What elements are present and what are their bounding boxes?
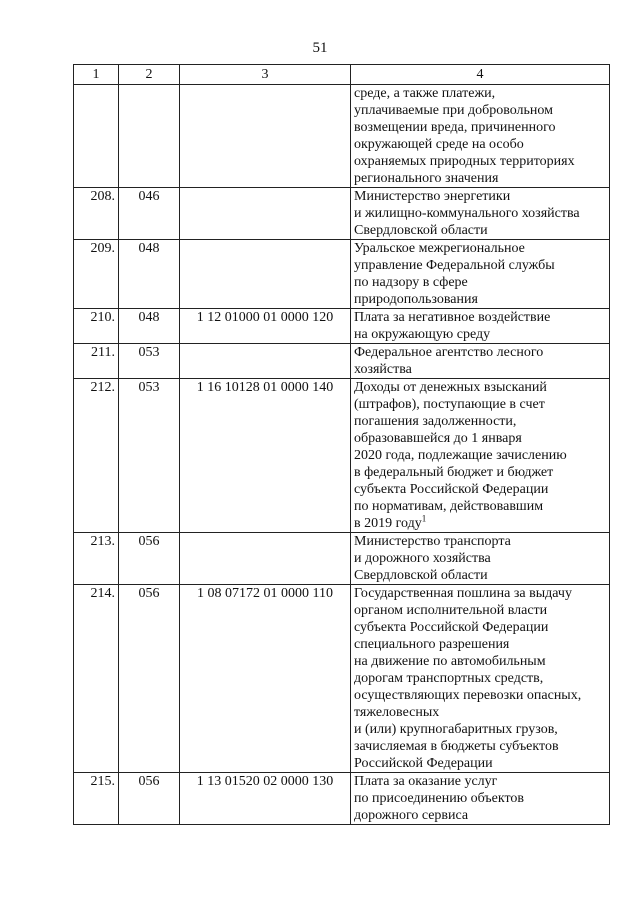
description-line: (штрафов), поступающие в счет (354, 397, 545, 412)
description-line: органом исполнительной власти (354, 603, 548, 618)
kbk-code-cell: 1 12 01000 01 0000 120 (180, 309, 351, 344)
description-line: зачисляемая в бюджеты субъектов (354, 739, 559, 754)
description-line: управление Федеральной службы (354, 258, 555, 273)
description-line: Свердловской области (354, 223, 488, 238)
kbk-code-cell (180, 188, 351, 240)
column-header-3: 3 (180, 65, 351, 85)
table-row (74, 309, 610, 344)
column-header-4: 4 (351, 65, 610, 85)
description-line: среде, а также платежи, (354, 86, 496, 101)
page-number: 51 (312, 40, 328, 56)
description-line: на окружающую среду (354, 327, 491, 342)
description-cell (351, 344, 610, 379)
description-line: образовавшейся до 1 января (354, 431, 522, 446)
row-number-cell (74, 85, 119, 188)
admin-code-cell: 048 (119, 240, 180, 309)
table-row (74, 188, 610, 240)
admin-code-cell: 056 (119, 773, 180, 825)
row-number-cell: 212. (74, 379, 119, 533)
row-number-cell: 214. (74, 585, 119, 773)
description-line: субъекта Российской Федерации (354, 482, 549, 497)
description-line: окружающей среде на особо (354, 137, 524, 152)
kbk-code-cell (180, 533, 351, 585)
table-row (74, 344, 610, 379)
admin-code-cell: 056 (119, 533, 180, 585)
description-line: и жилищно-коммунального хозяйства (354, 206, 580, 221)
row-number-cell: 213. (74, 533, 119, 585)
description-line: уплачиваемые при добровольном (354, 103, 554, 118)
admin-code-cell: 056 (119, 585, 180, 773)
description-line: на движение по автомобильным (354, 654, 546, 669)
kbk-code-cell: 1 08 07172 01 0000 110 (180, 585, 351, 773)
description-cell (351, 309, 610, 344)
description-line: Государственная пошлина за выдачу (354, 586, 572, 601)
description-line: и дорожного хозяйства (354, 551, 491, 566)
description-cell (351, 585, 610, 773)
description-line: охраняемых природных территориях (354, 154, 575, 169)
table-body (74, 85, 610, 825)
description-line: дорожного сервиса (354, 808, 469, 823)
description-line: Свердловской области (354, 568, 488, 583)
admin-code-cell: 046 (119, 188, 180, 240)
admin-code-cell (119, 85, 180, 188)
description-line: Министерство транспорта (354, 534, 511, 549)
table-row (74, 379, 610, 533)
description-line: возмещении вреда, причиненного (354, 120, 556, 135)
description-line: Доходы от денежных взысканий (354, 380, 547, 395)
column-header-1: 1 (74, 65, 119, 85)
table-row (74, 585, 610, 773)
description-cell (351, 379, 610, 533)
description-line: Плата за негативное воздействие (354, 310, 551, 325)
table-row (74, 773, 610, 825)
row-number-cell: 209. (74, 240, 119, 309)
description-line: 2020 года, подлежащие зачислению (354, 448, 567, 463)
description-line: осуществляющих перевозки опасных, (354, 688, 582, 703)
description-line: по присоединению объектов (354, 791, 525, 806)
description-line-text: в 2019 году (354, 516, 422, 531)
kbk-code-cell (180, 240, 351, 309)
footnote-marker: 1 (421, 513, 427, 524)
description-line: специального разрешения (354, 637, 510, 652)
row-number-cell: 208. (74, 188, 119, 240)
table-row (74, 240, 610, 309)
admin-code-cell: 053 (119, 344, 180, 379)
admin-code-cell: 053 (119, 379, 180, 533)
kbk-code-cell: 1 16 10128 01 0000 140 (180, 379, 351, 533)
description-cell (351, 85, 610, 188)
description-line: в федеральный бюджет и бюджет (354, 465, 554, 480)
description-cell (351, 533, 610, 585)
table-row-continued (74, 85, 610, 188)
row-number-cell: 211. (74, 344, 119, 379)
description-line (354, 515, 606, 532)
description-line: погашения задолженности, (354, 414, 517, 429)
description-line: Плата за оказание услуг (354, 774, 498, 789)
description-line: хозяйства (354, 362, 412, 377)
description-line: по нормативам, действовавшим (354, 499, 544, 514)
description-line: субъекта Российской Федерации (354, 620, 549, 635)
description-line: дорогам транспортных средств, (354, 671, 544, 686)
column-header-2: 2 (119, 65, 180, 85)
description-line: Федеральное агентство лесного (354, 345, 544, 360)
row-number-cell: 210. (74, 309, 119, 344)
table-header (74, 65, 610, 85)
description-line: тяжеловесных (354, 705, 440, 720)
description-line: Министерство энергетики (354, 189, 511, 204)
description-cell (351, 188, 610, 240)
description-line: и (или) крупногабаритных грузов, (354, 722, 558, 737)
budget-revenue-table (73, 64, 610, 825)
description-cell (351, 773, 610, 825)
kbk-code-cell: 1 13 01520 02 0000 130 (180, 773, 351, 825)
description-line: Уральское межрегиональное (354, 241, 525, 256)
description-line: природопользования (354, 292, 478, 307)
kbk-code-cell (180, 85, 351, 188)
description-line: по надзору в сфере (354, 275, 468, 290)
description-line: Российской Федерации (354, 756, 493, 771)
description-cell (351, 240, 610, 309)
admin-code-cell: 048 (119, 309, 180, 344)
row-number-cell: 215. (74, 773, 119, 825)
table-row (74, 533, 610, 585)
kbk-code-cell (180, 344, 351, 379)
description-line: регионального значения (354, 171, 499, 186)
